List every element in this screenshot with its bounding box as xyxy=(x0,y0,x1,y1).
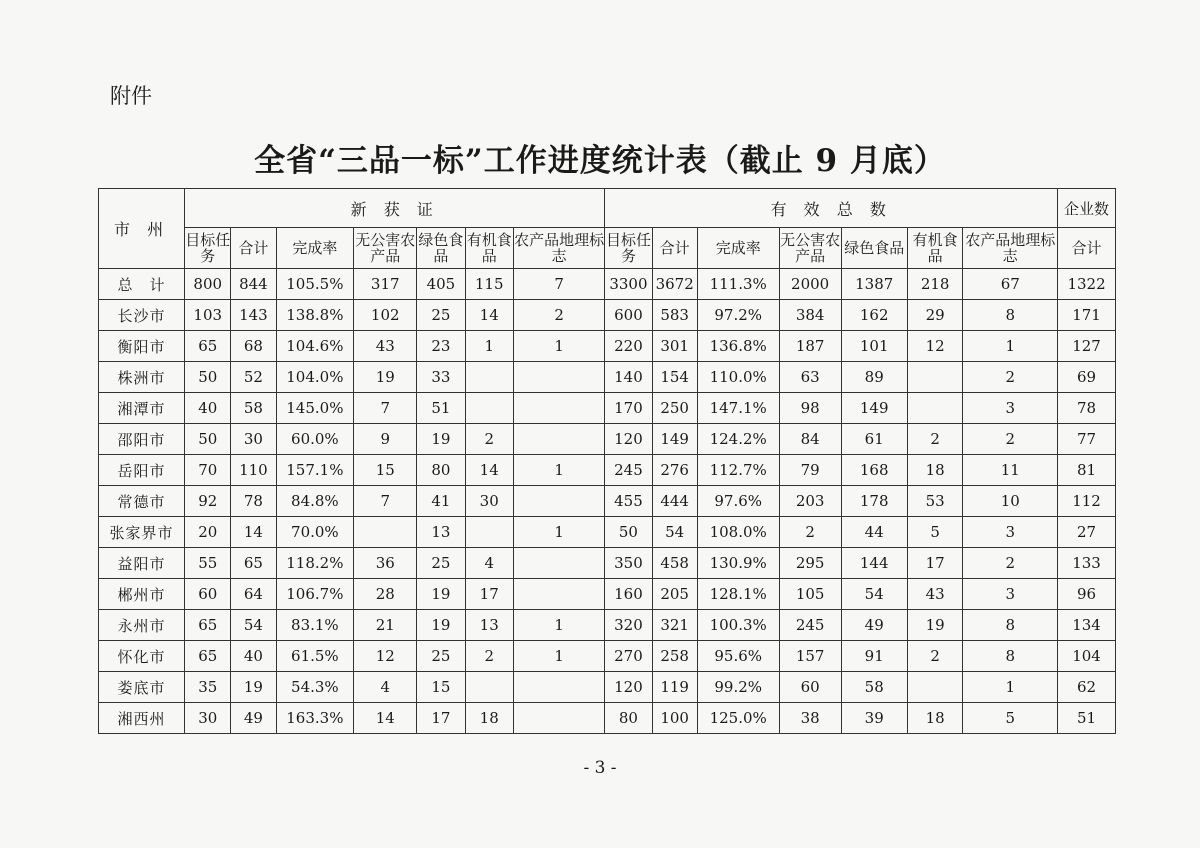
table-cell xyxy=(513,548,604,579)
table-cell: 43 xyxy=(907,579,963,610)
table-cell: 1387 xyxy=(841,269,907,300)
table-cell: 157 xyxy=(779,641,841,672)
table-cell: 50 xyxy=(605,517,652,548)
table-cell: 80 xyxy=(417,455,465,486)
table-cell: 60.0% xyxy=(276,424,354,455)
table-cell: 95.6% xyxy=(697,641,779,672)
table-body xyxy=(99,269,1116,734)
table-cell: 583 xyxy=(652,300,697,331)
table-cell: 60 xyxy=(779,672,841,703)
table-cell: 84.8% xyxy=(276,486,354,517)
table-cell xyxy=(465,393,513,424)
city-cell: 株洲市 xyxy=(99,362,185,393)
header-row-columns xyxy=(99,228,1116,269)
table-cell: 25 xyxy=(417,300,465,331)
table-cell: 118.2% xyxy=(276,548,354,579)
header-company: 企业数 xyxy=(1058,189,1116,228)
table-cell: 205 xyxy=(652,579,697,610)
table-cell: 65 xyxy=(185,331,231,362)
table-row xyxy=(99,300,1116,331)
table-cell: 68 xyxy=(231,331,276,362)
table-cell: 102 xyxy=(354,300,417,331)
header-new-target: 目标任务 xyxy=(185,228,231,269)
table-cell: 18 xyxy=(907,455,963,486)
table-cell: 19 xyxy=(907,610,963,641)
table-cell: 30 xyxy=(185,703,231,734)
table-cell: 78 xyxy=(1058,393,1116,424)
table-cell: 2 xyxy=(465,424,513,455)
attachment-label: 附件 xyxy=(110,84,152,108)
table-cell: 30 xyxy=(231,424,276,455)
table-cell: 3672 xyxy=(652,269,697,300)
table-cell: 104.6% xyxy=(276,331,354,362)
header-valid-total: 有 效 总 数 xyxy=(605,189,1058,228)
table-cell: 2 xyxy=(963,424,1058,455)
table-cell: 23 xyxy=(417,331,465,362)
table-cell: 108.0% xyxy=(697,517,779,548)
table-cell: 1322 xyxy=(1058,269,1116,300)
table-cell: 149 xyxy=(841,393,907,424)
header-row-group xyxy=(99,189,1116,228)
table-cell: 7 xyxy=(354,486,417,517)
table-cell xyxy=(513,672,604,703)
table-cell: 384 xyxy=(779,300,841,331)
table-cell: 157.1% xyxy=(276,455,354,486)
header-new-total: 合计 xyxy=(231,228,276,269)
table-cell: 111.3% xyxy=(697,269,779,300)
table-cell: 67 xyxy=(963,269,1058,300)
city-cell: 长沙市 xyxy=(99,300,185,331)
table-cell: 53 xyxy=(907,486,963,517)
table-cell: 28 xyxy=(354,579,417,610)
table-cell: 20 xyxy=(185,517,231,548)
table-cell: 62 xyxy=(1058,672,1116,703)
table-cell: 2 xyxy=(779,517,841,548)
table-cell: 112.7% xyxy=(697,455,779,486)
table-cell xyxy=(907,672,963,703)
table-row xyxy=(99,486,1116,517)
table-cell: 2 xyxy=(907,424,963,455)
table-cell: 13 xyxy=(417,517,465,548)
table-cell: 54 xyxy=(841,579,907,610)
city-cell: 邵阳市 xyxy=(99,424,185,455)
header-valid-green: 绿色食品 xyxy=(841,228,907,269)
city-cell: 湘潭市 xyxy=(99,393,185,424)
header-new-green: 绿色食品 xyxy=(417,228,465,269)
table-cell xyxy=(513,579,604,610)
table-cell: 3 xyxy=(963,393,1058,424)
table-cell: 115 xyxy=(465,269,513,300)
table-cell: 17 xyxy=(465,579,513,610)
table-cell: 65 xyxy=(185,610,231,641)
table-cell: 2 xyxy=(963,548,1058,579)
table-cell: 89 xyxy=(841,362,907,393)
table-cell: 5 xyxy=(907,517,963,548)
table-cell: 350 xyxy=(605,548,652,579)
table-cell: 55 xyxy=(185,548,231,579)
table-cell: 70 xyxy=(185,455,231,486)
table-row xyxy=(99,672,1116,703)
header-new-cert: 新 获 证 xyxy=(185,189,605,228)
table-cell: 63 xyxy=(779,362,841,393)
table-cell: 124.2% xyxy=(697,424,779,455)
table-cell: 12 xyxy=(354,641,417,672)
table-cell: 134 xyxy=(1058,610,1116,641)
header-valid-rate: 完成率 xyxy=(697,228,779,269)
header-city: 市 州 xyxy=(99,189,185,269)
table-cell xyxy=(465,672,513,703)
table-cell: 70.0% xyxy=(276,517,354,548)
table-cell: 1 xyxy=(513,455,604,486)
table-cell: 162 xyxy=(841,300,907,331)
table-cell xyxy=(513,393,604,424)
table-cell: 61 xyxy=(841,424,907,455)
table-cell: 98 xyxy=(779,393,841,424)
table-cell: 19 xyxy=(417,579,465,610)
table-cell: 84 xyxy=(779,424,841,455)
table-cell xyxy=(465,362,513,393)
table-cell: 14 xyxy=(465,455,513,486)
table-cell: 203 xyxy=(779,486,841,517)
table-row xyxy=(99,269,1116,300)
table-cell: 149 xyxy=(652,424,697,455)
table-cell: 50 xyxy=(185,362,231,393)
table-cell: 147.1% xyxy=(697,393,779,424)
header-new-organic: 有机食品 xyxy=(465,228,513,269)
table-cell: 218 xyxy=(907,269,963,300)
table-cell: 140 xyxy=(605,362,652,393)
table-cell: 12 xyxy=(907,331,963,362)
table-cell: 78 xyxy=(231,486,276,517)
table-cell: 128.1% xyxy=(697,579,779,610)
table-cell: 21 xyxy=(354,610,417,641)
table-cell: 800 xyxy=(185,269,231,300)
table-cell: 4 xyxy=(354,672,417,703)
table-cell: 58 xyxy=(841,672,907,703)
table-cell: 127 xyxy=(1058,331,1116,362)
table-cell: 35 xyxy=(185,672,231,703)
table-cell: 14 xyxy=(465,300,513,331)
table-cell: 15 xyxy=(354,455,417,486)
table-cell: 29 xyxy=(907,300,963,331)
table-cell xyxy=(907,393,963,424)
table-cell: 40 xyxy=(185,393,231,424)
table-cell: 844 xyxy=(231,269,276,300)
table-cell: 2 xyxy=(907,641,963,672)
table-cell: 25 xyxy=(417,641,465,672)
table-cell: 99.2% xyxy=(697,672,779,703)
table-row xyxy=(99,424,1116,455)
table-cell: 30 xyxy=(465,486,513,517)
table-cell: 600 xyxy=(605,300,652,331)
header-new-geo: 农产品地理标志 xyxy=(513,228,604,269)
header-valid-geo: 农产品地理标志 xyxy=(963,228,1058,269)
table-row xyxy=(99,331,1116,362)
table-cell: 2 xyxy=(513,300,604,331)
city-cell: 怀化市 xyxy=(99,641,185,672)
table-cell: 455 xyxy=(605,486,652,517)
table-cell: 19 xyxy=(231,672,276,703)
table-cell: 69 xyxy=(1058,362,1116,393)
table-row xyxy=(99,703,1116,734)
table-cell: 54 xyxy=(652,517,697,548)
table-cell: 15 xyxy=(417,672,465,703)
table-cell: 64 xyxy=(231,579,276,610)
table-cell: 144 xyxy=(841,548,907,579)
table-cell: 178 xyxy=(841,486,907,517)
table-cell: 39 xyxy=(841,703,907,734)
table-cell: 52 xyxy=(231,362,276,393)
header-company-total: 合计 xyxy=(1058,228,1116,269)
table-cell: 79 xyxy=(779,455,841,486)
header-valid-wugonghai: 无公害农产品 xyxy=(779,228,841,269)
table-cell: 9 xyxy=(354,424,417,455)
table-row xyxy=(99,579,1116,610)
table-cell: 2000 xyxy=(779,269,841,300)
table-cell: 8 xyxy=(963,300,1058,331)
table-cell: 2 xyxy=(465,641,513,672)
table-cell: 14 xyxy=(354,703,417,734)
table-cell: 104 xyxy=(1058,641,1116,672)
table-cell: 97.2% xyxy=(697,300,779,331)
table-cell: 97.6% xyxy=(697,486,779,517)
page-number: - 3 - xyxy=(583,758,617,778)
table-cell: 105 xyxy=(779,579,841,610)
table-cell: 321 xyxy=(652,610,697,641)
table-cell: 100.3% xyxy=(697,610,779,641)
table-cell: 50 xyxy=(185,424,231,455)
header-valid-organic: 有机食品 xyxy=(907,228,963,269)
city-cell: 郴州市 xyxy=(99,579,185,610)
table-cell xyxy=(465,517,513,548)
city-cell: 总 计 xyxy=(99,269,185,300)
table-cell: 1 xyxy=(513,517,604,548)
table-cell: 18 xyxy=(465,703,513,734)
table-cell: 120 xyxy=(605,672,652,703)
city-cell: 岳阳市 xyxy=(99,455,185,486)
table-cell: 3 xyxy=(963,517,1058,548)
table-cell: 92 xyxy=(185,486,231,517)
city-cell: 永州市 xyxy=(99,610,185,641)
table-cell: 270 xyxy=(605,641,652,672)
table-cell: 170 xyxy=(605,393,652,424)
table-cell: 101 xyxy=(841,331,907,362)
page-title: 全省“三品一标”工作进度统计表（截止 9 月底） xyxy=(254,143,946,179)
table-row xyxy=(99,455,1116,486)
table-cell xyxy=(513,362,604,393)
table-row xyxy=(99,517,1116,548)
table-cell: 17 xyxy=(907,548,963,579)
table-cell: 320 xyxy=(605,610,652,641)
table-cell: 138.8% xyxy=(276,300,354,331)
table-cell xyxy=(907,362,963,393)
table-cell: 18 xyxy=(907,703,963,734)
table-cell: 245 xyxy=(605,455,652,486)
table-cell: 54 xyxy=(231,610,276,641)
table-cell: 1 xyxy=(513,331,604,362)
table-cell: 4 xyxy=(465,548,513,579)
table-cell: 83.1% xyxy=(276,610,354,641)
table-cell: 19 xyxy=(417,424,465,455)
table-cell: 295 xyxy=(779,548,841,579)
table-cell: 17 xyxy=(417,703,465,734)
city-cell: 娄底市 xyxy=(99,672,185,703)
table-cell: 106.7% xyxy=(276,579,354,610)
table-cell: 8 xyxy=(963,610,1058,641)
city-cell: 湘西州 xyxy=(99,703,185,734)
table-cell: 317 xyxy=(354,269,417,300)
table-cell: 276 xyxy=(652,455,697,486)
table-cell: 125.0% xyxy=(697,703,779,734)
table-cell: 38 xyxy=(779,703,841,734)
city-cell: 益阳市 xyxy=(99,548,185,579)
header-valid-total-count: 合计 xyxy=(652,228,697,269)
table-cell: 54.3% xyxy=(276,672,354,703)
table-cell: 136.8% xyxy=(697,331,779,362)
table-row xyxy=(99,393,1116,424)
table-cell: 43 xyxy=(354,331,417,362)
table-cell: 143 xyxy=(231,300,276,331)
table-cell: 27 xyxy=(1058,517,1116,548)
table-cell: 444 xyxy=(652,486,697,517)
table-cell: 1 xyxy=(963,672,1058,703)
table-cell: 13 xyxy=(465,610,513,641)
table-cell: 110 xyxy=(231,455,276,486)
table-cell: 100 xyxy=(652,703,697,734)
table-cell: 110.0% xyxy=(697,362,779,393)
table-cell xyxy=(513,424,604,455)
table-cell: 44 xyxy=(841,517,907,548)
table-cell: 65 xyxy=(185,641,231,672)
table-cell: 258 xyxy=(652,641,697,672)
header-valid-target: 目标任务 xyxy=(605,228,652,269)
table-cell: 65 xyxy=(231,548,276,579)
table-cell: 168 xyxy=(841,455,907,486)
table-cell: 3 xyxy=(963,579,1058,610)
table-row xyxy=(99,548,1116,579)
table-cell: 104.0% xyxy=(276,362,354,393)
table-cell xyxy=(513,703,604,734)
table-cell: 220 xyxy=(605,331,652,362)
table-cell: 1 xyxy=(465,331,513,362)
table-row xyxy=(99,362,1116,393)
table-cell: 2 xyxy=(963,362,1058,393)
table-cell: 154 xyxy=(652,362,697,393)
table-cell: 112 xyxy=(1058,486,1116,517)
table-cell: 7 xyxy=(354,393,417,424)
table-row xyxy=(99,641,1116,672)
table-cell: 96 xyxy=(1058,579,1116,610)
table-cell: 245 xyxy=(779,610,841,641)
table-cell: 19 xyxy=(417,610,465,641)
table-cell: 81 xyxy=(1058,455,1116,486)
table-cell: 19 xyxy=(354,362,417,393)
table-cell: 1 xyxy=(963,331,1058,362)
table-cell: 105.5% xyxy=(276,269,354,300)
table-cell xyxy=(513,486,604,517)
table-cell: 40 xyxy=(231,641,276,672)
table-cell: 250 xyxy=(652,393,697,424)
city-cell: 衡阳市 xyxy=(99,331,185,362)
city-cell: 常德市 xyxy=(99,486,185,517)
table-cell: 1 xyxy=(513,641,604,672)
table-cell: 25 xyxy=(417,548,465,579)
table-cell: 58 xyxy=(231,393,276,424)
table-cell: 51 xyxy=(1058,703,1116,734)
table-cell: 14 xyxy=(231,517,276,548)
table-cell: 5 xyxy=(963,703,1058,734)
table-cell: 3300 xyxy=(605,269,652,300)
table-cell: 51 xyxy=(417,393,465,424)
table-cell: 41 xyxy=(417,486,465,517)
table-cell xyxy=(354,517,417,548)
table-cell: 61.5% xyxy=(276,641,354,672)
table-cell: 163.3% xyxy=(276,703,354,734)
table-cell: 80 xyxy=(605,703,652,734)
table-cell: 405 xyxy=(417,269,465,300)
table-cell: 36 xyxy=(354,548,417,579)
table-cell: 187 xyxy=(779,331,841,362)
table-cell: 130.9% xyxy=(697,548,779,579)
city-cell: 张家界市 xyxy=(99,517,185,548)
table-cell: 1 xyxy=(513,610,604,641)
table-cell: 10 xyxy=(963,486,1058,517)
table-cell: 458 xyxy=(652,548,697,579)
table-cell: 91 xyxy=(841,641,907,672)
table-row xyxy=(99,610,1116,641)
table-cell: 119 xyxy=(652,672,697,703)
table-cell: 103 xyxy=(185,300,231,331)
table-cell: 171 xyxy=(1058,300,1116,331)
table-cell: 49 xyxy=(841,610,907,641)
table-cell: 11 xyxy=(963,455,1058,486)
table-cell: 133 xyxy=(1058,548,1116,579)
table-cell: 8 xyxy=(963,641,1058,672)
header-new-rate: 完成率 xyxy=(276,228,354,269)
table-cell: 120 xyxy=(605,424,652,455)
table-cell: 33 xyxy=(417,362,465,393)
table-cell: 60 xyxy=(185,579,231,610)
header-new-wugonghai: 无公害农产品 xyxy=(354,228,417,269)
table-cell: 49 xyxy=(231,703,276,734)
table-cell: 77 xyxy=(1058,424,1116,455)
stats-table xyxy=(98,188,1116,734)
table-cell: 301 xyxy=(652,331,697,362)
table-cell: 160 xyxy=(605,579,652,610)
table-cell: 145.0% xyxy=(276,393,354,424)
table-cell: 7 xyxy=(513,269,604,300)
